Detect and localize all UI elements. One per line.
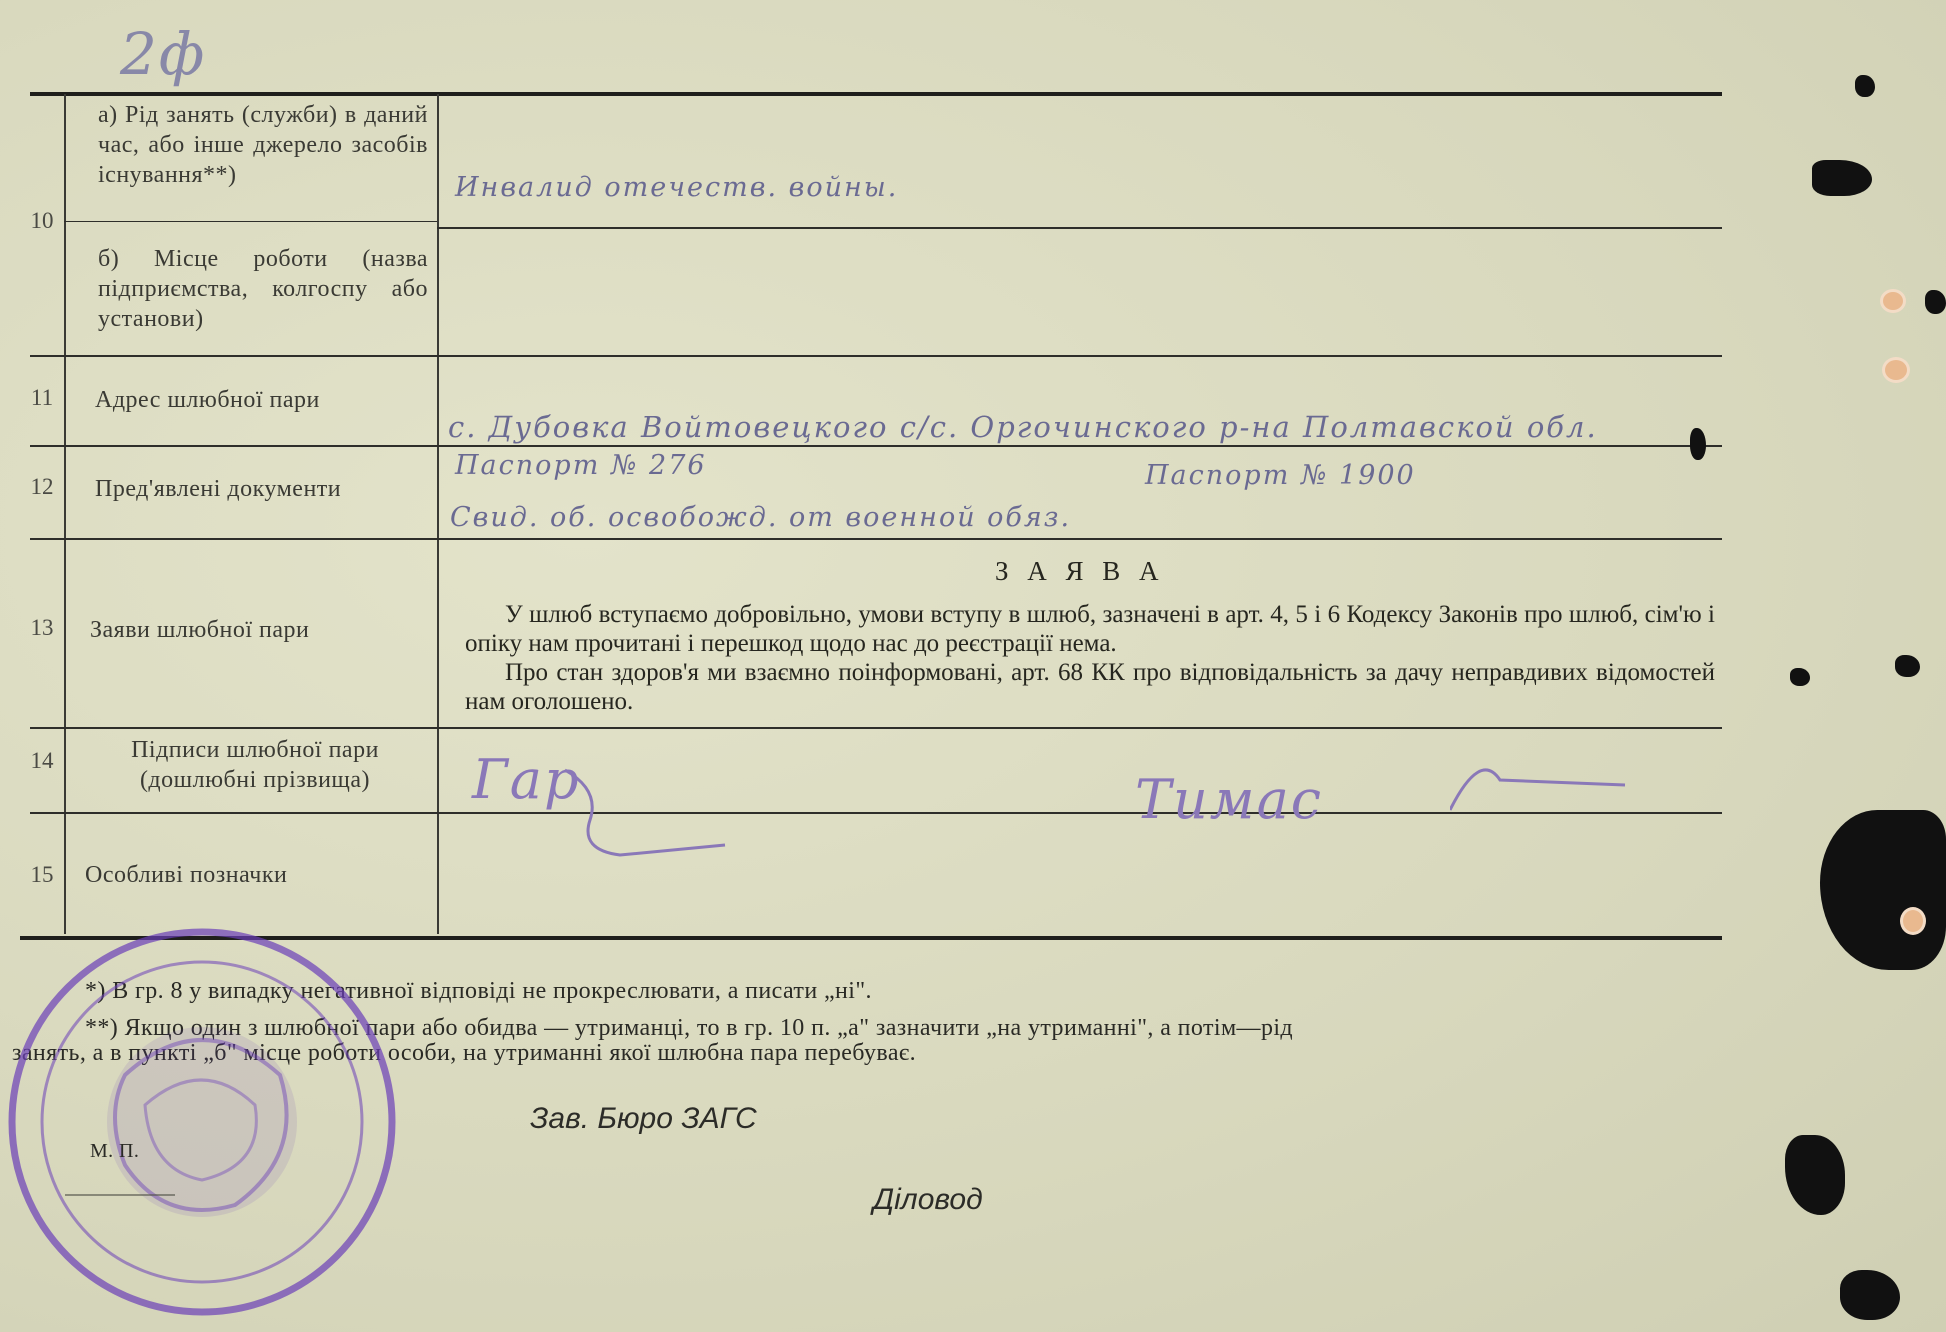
- signature-spouse-2: Тимас: [1135, 768, 1324, 831]
- col-divider-2: [437, 94, 439, 934]
- row-11-value: с. Дубовка Войтовецкого с/с. Оргочинского р-на Полтавской обл.: [448, 410, 1598, 444]
- row-11-label: Адрес шлюбної пари: [95, 387, 320, 413]
- page-mark: 2ф: [120, 20, 207, 88]
- torn-edge-mark: [1895, 655, 1920, 677]
- signature-1-flourish: [560, 760, 740, 880]
- row-12-passport-2: Паспорт № 1900: [1145, 460, 1416, 491]
- row11-bottom: [30, 445, 1722, 447]
- torn-edge-mark: [1812, 160, 1872, 196]
- row-14-label: Підписи шлюбної пари (дошлюбні прізвища): [131, 737, 379, 793]
- statement-paragraph-1: У шлюб вступаємо добровільно, умови вступу в шлюб, зазначені в арт. 4, 5 і 6 Кодексу Законів про шлюб, сім'ю і опіку нам прочитані і перешкод щодо нас до реєстрації нема.: [465, 601, 1715, 657]
- torn-edge-mark: [1840, 1270, 1900, 1320]
- row-11-number: 11: [30, 385, 54, 410]
- col-divider-1: [64, 94, 66, 934]
- row12-bottom: [30, 538, 1722, 540]
- torn-edge-mark: [1790, 668, 1810, 686]
- clerk-title: Діловод: [873, 1183, 983, 1216]
- row-10a-value: Инвалид отечеств. войны.: [455, 172, 899, 203]
- punch-hole: [1883, 292, 1903, 310]
- statement-title: З А Я В А: [995, 556, 1165, 586]
- row13-bottom: [30, 727, 1722, 729]
- row-10-number: 10: [30, 208, 54, 233]
- row-12-number: 12: [30, 474, 54, 499]
- row-12-passport-1: Паспорт № 276: [455, 450, 707, 481]
- row-10b-label: б) Місце роботи (назва підприємства, колгоспу або установи): [98, 246, 428, 332]
- punch-hole: [1885, 360, 1907, 380]
- row-12-label: Пред'явлені документи: [95, 476, 342, 502]
- torn-edge-mark: [1820, 810, 1946, 970]
- table-top-rule: [30, 92, 1722, 96]
- seal-place-label: М. П.: [90, 1140, 140, 1162]
- row-13-number: 13: [30, 615, 54, 640]
- signature-2-flourish: [1450, 750, 1630, 830]
- torn-edge-mark: [1855, 75, 1875, 97]
- torn-edge-mark: [1690, 428, 1706, 460]
- footnote-2-line1: **) Якщо один з шлюбної пари або обидва — утриманці, то в гр. 10 п. „а" зазначити „на утриманні", а потім—рід: [85, 1015, 1294, 1041]
- row10a-label-bottom: [64, 221, 437, 222]
- torn-edge-mark: [1785, 1135, 1845, 1215]
- row10a-bottom: [437, 227, 1722, 229]
- row-14-number: 14: [30, 748, 54, 773]
- statement-paragraph-2: Про стан здоров'я ми взаємно поінформовані, арт. 68 КК про відповідальність за дачу неправдивих відомостей нам оголошено.: [465, 659, 1715, 715]
- torn-edge-mark: [1925, 290, 1946, 314]
- registry-head-title: Зав. Бюро ЗАГС: [530, 1102, 757, 1135]
- row-12-military-cert: Свид. об. освобожд. от военной обяз.: [450, 502, 1072, 533]
- footnote-1: *) В гр. 8 у випадку негативної відповіді не прокреслювати, а писати „ні".: [85, 978, 872, 1004]
- row10-bottom: [30, 355, 1722, 357]
- punch-hole: [1903, 910, 1923, 932]
- row-10a-label: а) Рід занять (служби) в даний час, або інше джерело засобів існування**): [98, 102, 428, 188]
- row-13-label: Заяви шлюбної пари: [90, 617, 310, 643]
- footnote-2-line2: занять, а в пункті „б" місце роботи особи, на утриманні якої шлюбна пара перебуває.: [12, 1040, 916, 1066]
- official-seal-stamp: [5, 925, 400, 1320]
- row-15-label: Особливі позначки: [85, 862, 288, 888]
- row-15-number: 15: [30, 862, 54, 887]
- signature-spouse-1: Гар: [472, 748, 581, 811]
